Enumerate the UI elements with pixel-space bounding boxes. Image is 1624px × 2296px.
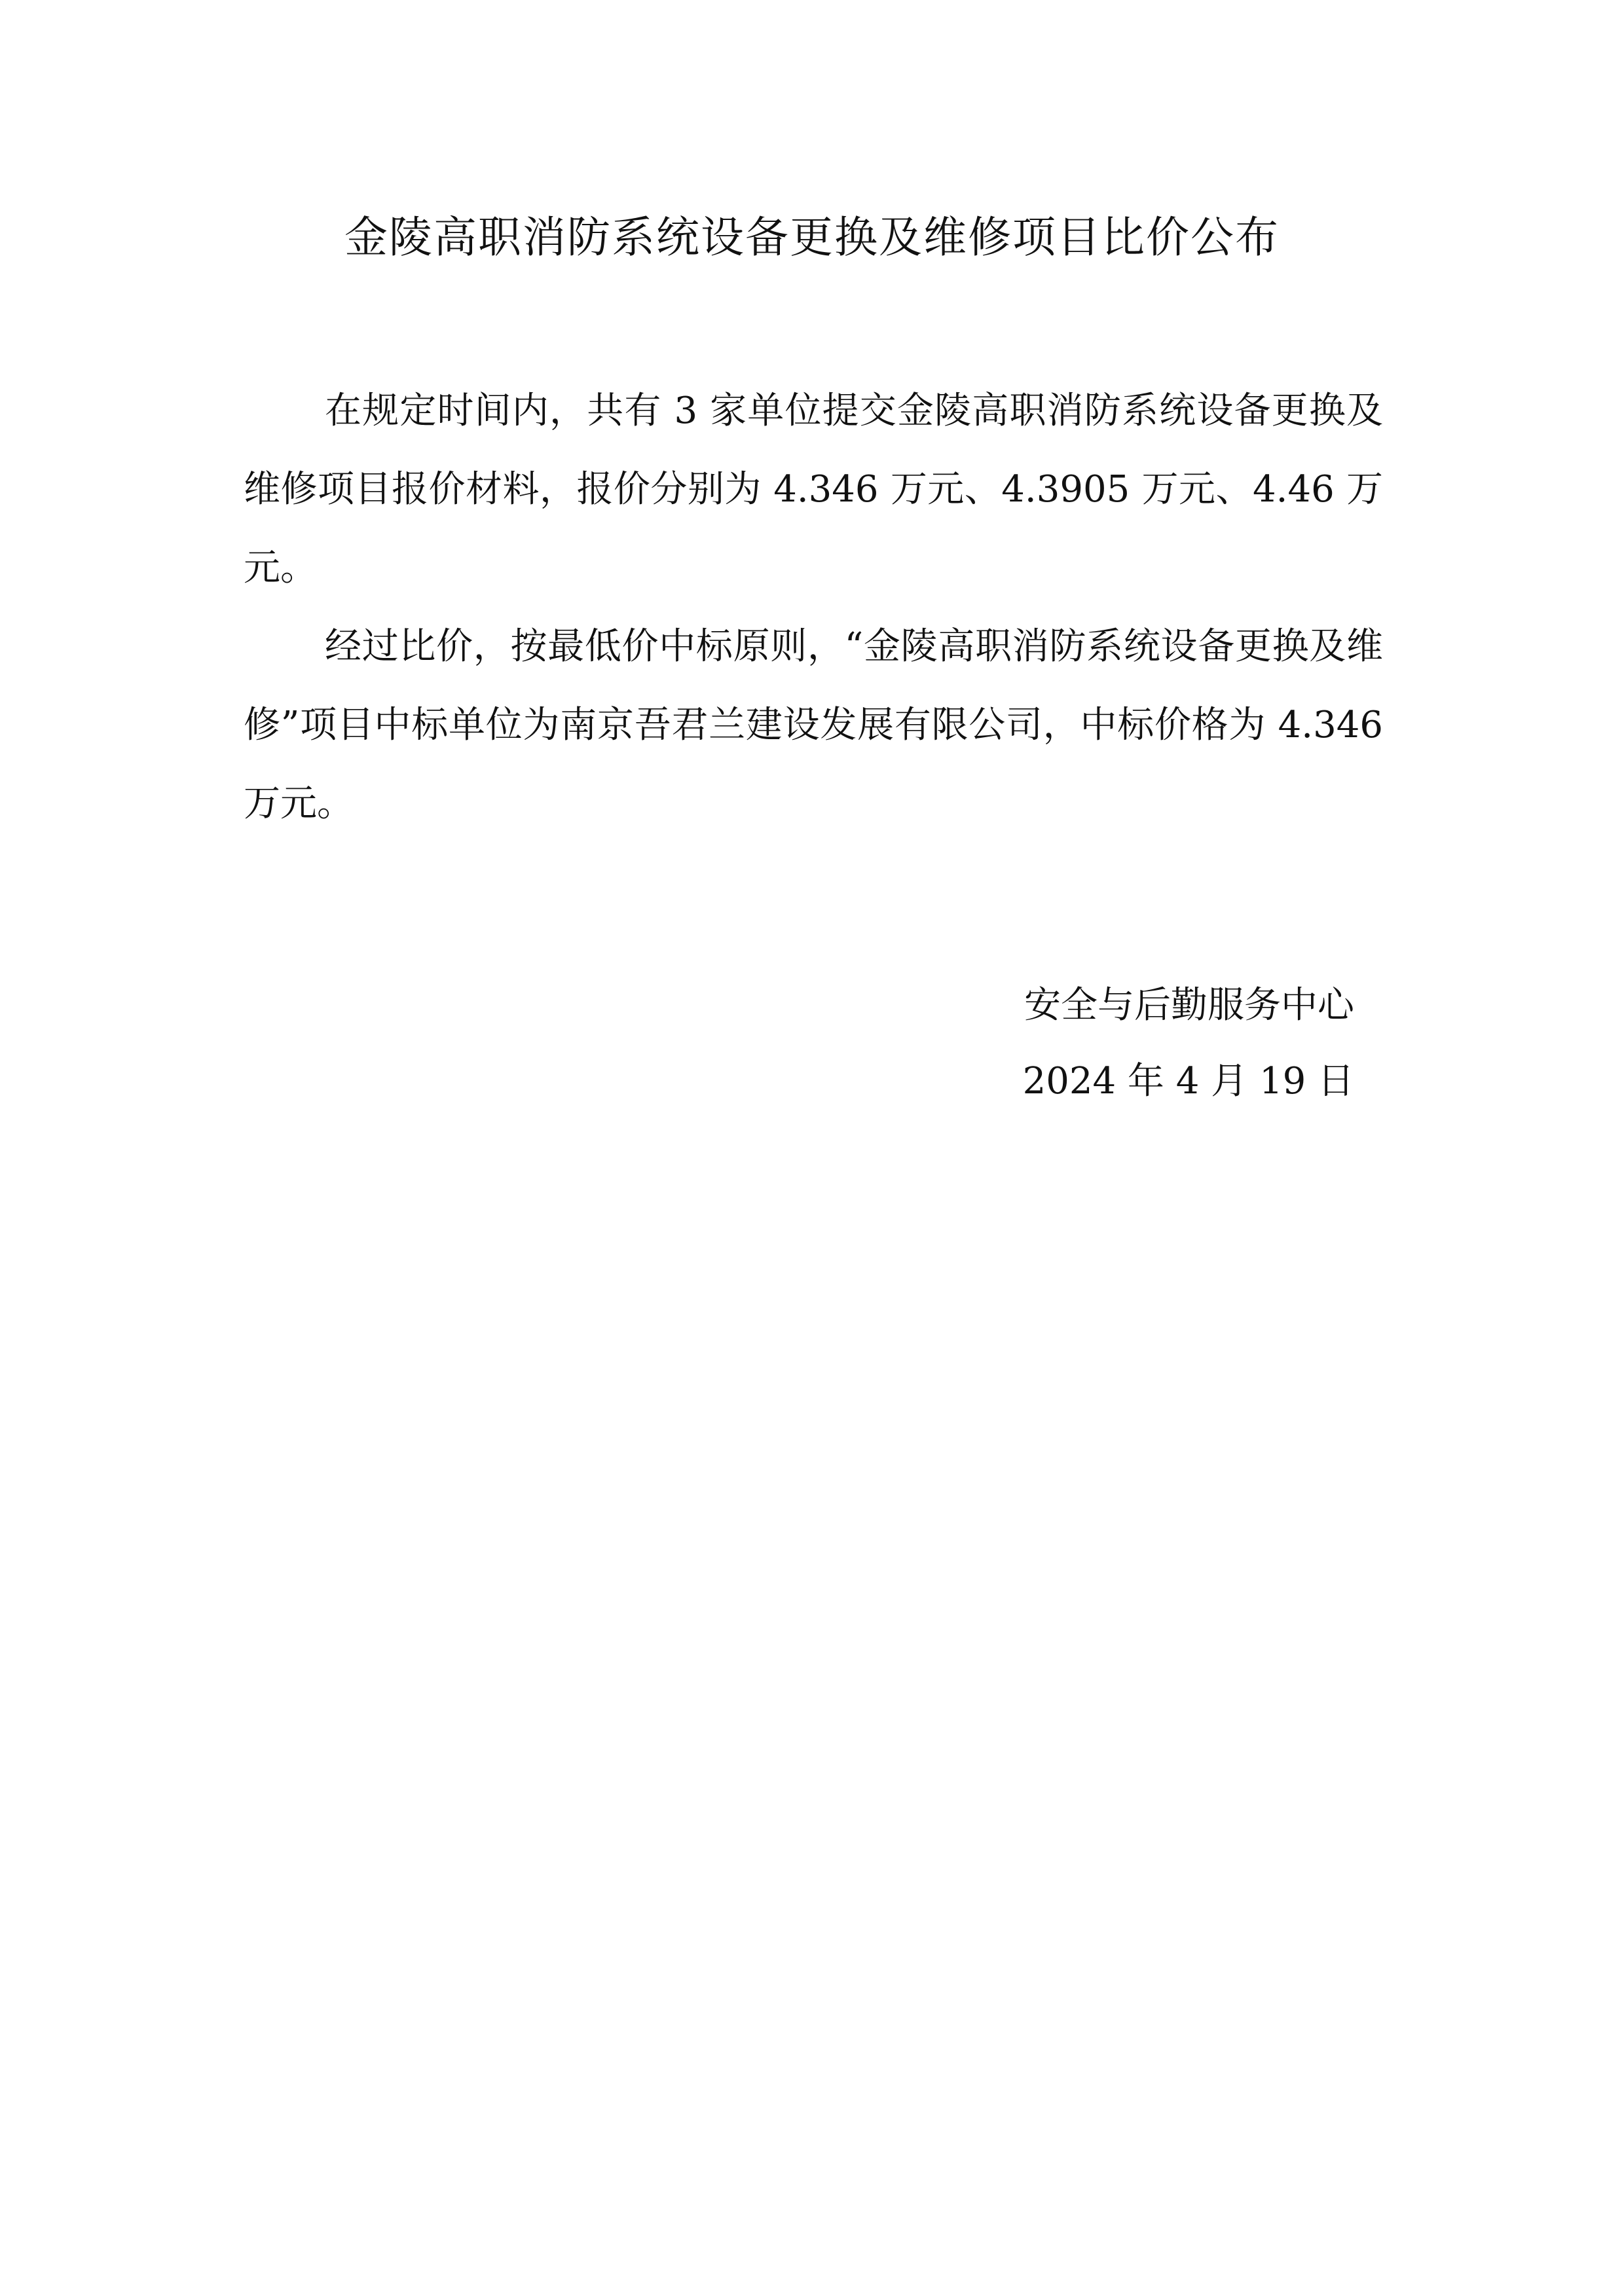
issuing-organization: 安全与后勤服务中心: [1024, 984, 1354, 1027]
signature-block: [765, 968, 1354, 1120]
paragraph-award-result: 经过比价，按最低价中标原则，“金陵高职消防系统设备更换及维修”项目中标单位为南京吾君兰建设发展有限公司，中标价格为 4.346 万元。: [244, 625, 1383, 825]
document-title: 金陵高职消防系统设备更换及维修项目比价公布: [344, 212, 1280, 263]
document-body: [244, 372, 1383, 843]
issue-date: 2024 年 4 月 19 日: [1022, 1060, 1354, 1102]
paragraph-quotation-summary: 在规定时间内，共有 3 家单位提交金陵高职消防系统设备更换及维修项目报价材料，报价分别为 4.346 万元、4.3905 万元、4.46 万元。: [244, 390, 1383, 589]
